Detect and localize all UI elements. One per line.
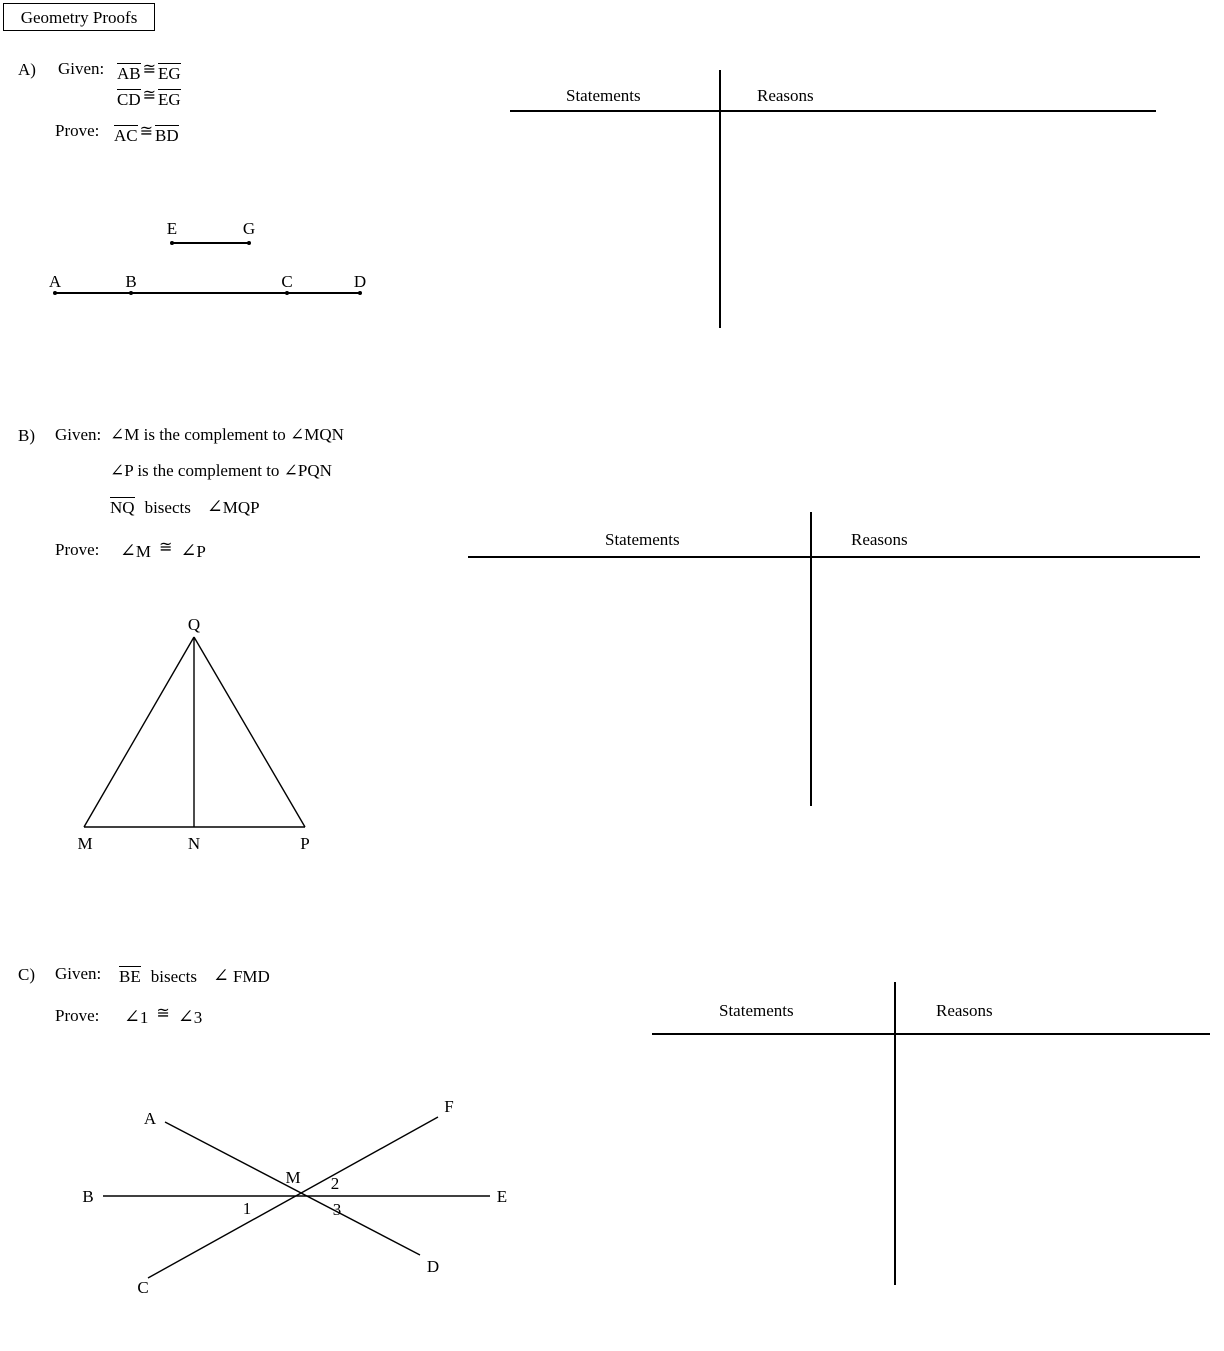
angle-symbol: ∠ <box>177 1007 194 1028</box>
problem-c-bisects-word: bisects <box>150 967 198 986</box>
line-ad <box>165 1122 420 1255</box>
table-a-statements-header: Statements <box>566 86 641 105</box>
problem-c-given-line <box>119 966 270 985</box>
segment-nq: NQ <box>110 498 135 517</box>
angle-number-2: 2 <box>330 1174 340 1193</box>
angle-p-label: P <box>196 542 206 561</box>
angle-number-1: 1 <box>242 1199 252 1218</box>
problem-b-bisects-word: bisects <box>144 498 191 517</box>
point-label-d: D <box>353 272 367 291</box>
problem-b-prove-label-wrap <box>55 541 99 560</box>
line-cf <box>148 1117 438 1278</box>
page-title: Geometry Proofs <box>20 7 138 27</box>
problem-a-prove-label: Prove: <box>55 121 100 140</box>
point-label-m: M <box>77 834 93 853</box>
segment-bd: BD <box>155 126 179 145</box>
point-dot-a <box>53 291 57 295</box>
problem-a-given-label: Given: <box>58 59 105 78</box>
point-label-b-c: B <box>82 1187 94 1206</box>
triangle-mqp-svg <box>60 615 340 845</box>
angle-symbol: ∠ <box>213 966 229 987</box>
problem-c-given-label-wrap <box>55 965 101 984</box>
congruent-symbol: ≅ <box>156 1005 170 1022</box>
angle-symbol: ∠ <box>180 541 197 562</box>
problem-c-prove-line <box>124 1006 202 1026</box>
table-c-statements-header: Statements <box>719 1001 794 1020</box>
table-a-reasons-header: Reasons <box>757 86 814 105</box>
problem-b-letter-wrap <box>18 426 35 446</box>
problem-a-letter-wrap <box>18 60 36 80</box>
table-c-header-rule <box>652 1033 1210 1035</box>
problem-a-given-label-wrap <box>58 60 104 79</box>
segment-ab: AB <box>117 64 141 83</box>
table-a-column-divider <box>719 70 721 328</box>
problem-c-prove-label: Prove: <box>55 1006 100 1025</box>
problem-b-given-label: Given: <box>55 425 102 444</box>
angle-m-label: M <box>135 542 152 561</box>
page-title-box <box>3 3 155 31</box>
point-label-f: F <box>444 1097 454 1116</box>
point-label-a: A <box>48 272 62 291</box>
point-label-c: C <box>281 272 293 291</box>
segment-abcd-line <box>55 292 361 294</box>
angle-fmd-label: FMD <box>232 967 270 986</box>
angle-3-label: 3 <box>193 1008 203 1027</box>
problem-b-given-line-1 <box>110 426 344 445</box>
table-a-header-rule <box>510 110 1156 112</box>
problem-b-prove-line <box>120 540 206 560</box>
table-c-reasons-header: Reasons <box>936 1001 993 1020</box>
problem-a-prove-line <box>114 124 179 144</box>
congruent-symbol: ≅ <box>142 87 157 104</box>
table-b-header-rule <box>468 556 1200 558</box>
point-dot-g <box>247 241 251 245</box>
angle-1-label: 1 <box>139 1008 149 1027</box>
segment-eg-line <box>172 242 250 244</box>
problem-c-letter-wrap <box>18 965 35 985</box>
angle-symbol: ∠ <box>124 1007 140 1028</box>
point-label-a-c: A <box>143 1109 157 1128</box>
point-dot-e <box>170 241 174 245</box>
problem-b-given-line-3 <box>110 497 260 516</box>
point-label-e-c: E <box>496 1187 508 1206</box>
table-b-reasons-header: Reasons <box>851 530 908 549</box>
segment-ac: AC <box>114 126 138 145</box>
congruent-symbol: ≅ <box>159 539 173 556</box>
problem-b-given-label-wrap <box>55 426 101 445</box>
segment-be: BE <box>119 967 141 986</box>
problem-c-prove-label-wrap <box>55 1007 99 1026</box>
problem-b-given-text-2: ∠P is the complement to ∠PQN <box>110 461 332 480</box>
point-dot-b <box>129 291 133 295</box>
segment-cd: CD <box>117 90 141 109</box>
problem-b-prove-label: Prove: <box>55 540 100 559</box>
point-dot-c <box>285 291 289 295</box>
triangle-side-qm <box>84 637 194 827</box>
triangle-side-qp <box>194 637 305 827</box>
problem-b-letter: B) <box>18 426 35 445</box>
problem-a-letter: A) <box>18 60 36 79</box>
problem-c-given-label: Given: <box>55 964 102 983</box>
problem-a-given-line-1 <box>117 62 181 82</box>
point-label-g: G <box>242 219 256 238</box>
problem-a-given-line-2 <box>117 88 181 108</box>
problem-b-given-text-1: ∠M is the complement to ∠MQN <box>110 425 344 444</box>
point-label-b: B <box>125 272 137 291</box>
table-b-statements-header: Statements <box>605 530 680 549</box>
segment-eg-2: EG <box>158 90 181 109</box>
problem-c-letter: C) <box>18 965 35 984</box>
point-label-m-c: M <box>285 1168 301 1187</box>
point-label-q: Q <box>187 615 201 634</box>
point-label-n: N <box>187 834 201 853</box>
table-c-column-divider <box>894 982 896 1285</box>
angle-number-3: 3 <box>332 1200 342 1219</box>
point-label-d-c: D <box>426 1257 440 1276</box>
point-label-e: E <box>166 219 178 238</box>
segment-eg: EG <box>158 64 181 83</box>
problem-b-given-line-2 <box>110 462 332 481</box>
angle-mqp-label: MQP <box>222 498 260 517</box>
problem-a-prove-label-wrap <box>55 122 99 141</box>
angle-symbol: ∠ <box>206 497 223 518</box>
congruent-symbol: ≅ <box>142 61 157 78</box>
angle-symbol: ∠ <box>120 541 136 562</box>
table-b-column-divider <box>810 512 812 806</box>
point-dot-d <box>358 291 362 295</box>
congruent-symbol: ≅ <box>139 123 154 140</box>
point-label-p: P <box>300 834 310 853</box>
point-label-c-c: C <box>137 1278 149 1297</box>
